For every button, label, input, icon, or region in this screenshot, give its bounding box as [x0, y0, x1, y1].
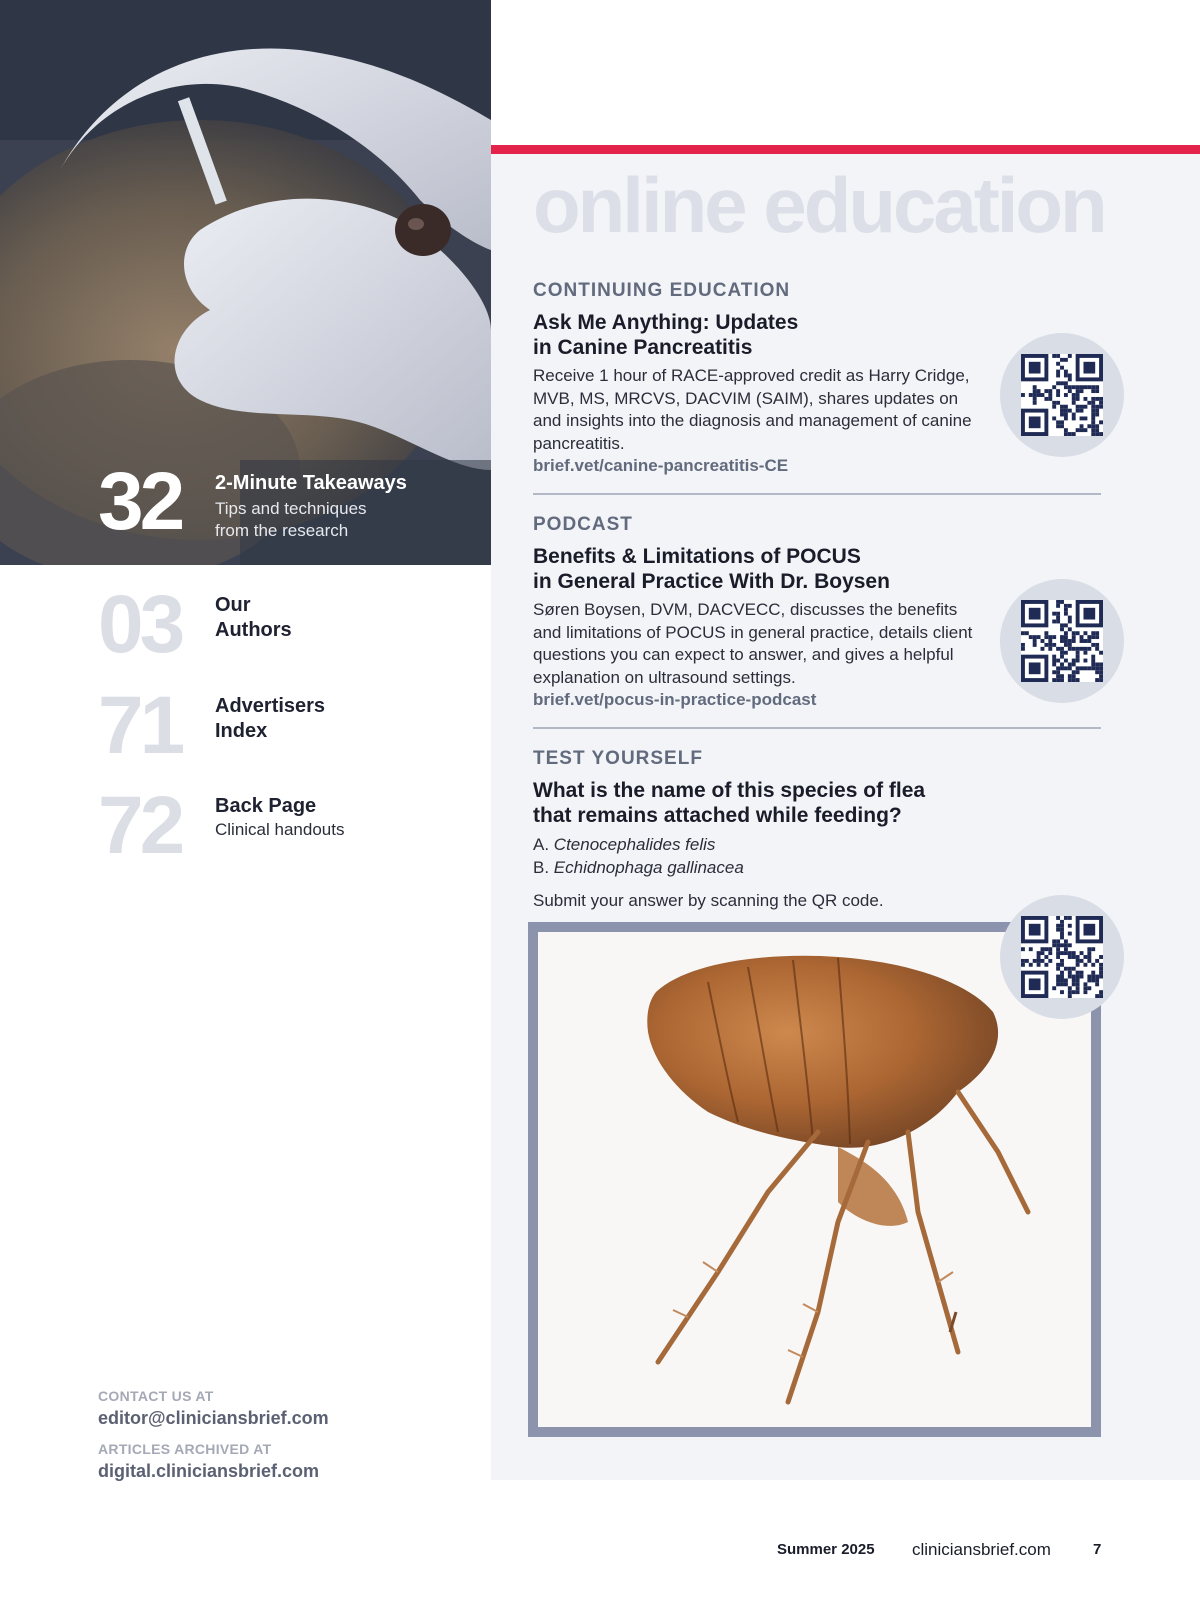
- answer-options: [533, 834, 1103, 879]
- contact-label: CONTACT US AT: [98, 1388, 214, 1404]
- answer-option-b[interactable]: B. Echidnophaga gallinacea: [533, 857, 744, 877]
- toc-page-number: 72: [98, 780, 182, 871]
- toc-item-back-page[interactable]: [98, 780, 458, 876]
- toc-item-advertisers-index[interactable]: [98, 680, 458, 776]
- section-title: [533, 544, 993, 594]
- toc-subtitle: Clinical handouts: [215, 820, 345, 839]
- footer-site-link[interactable]: cliniciansbrief.com: [912, 1540, 1051, 1559]
- toc-page-number: 71: [98, 680, 182, 771]
- accent-bar: [491, 145, 1200, 154]
- toc-title-line2: Index: [215, 720, 268, 742]
- contact-email-link[interactable]: editor@cliniciansbrief.com: [98, 1408, 329, 1428]
- hero-title: 2-Minute Takeaways: [215, 472, 407, 494]
- flea-photo: [538, 932, 1091, 1427]
- toc-title-line1: Advertisers: [215, 695, 326, 717]
- qr-code-icon: [1021, 916, 1103, 998]
- toc-title: [215, 794, 435, 819]
- answer-option-b-text: Echidnophaga gallinacea: [553, 857, 744, 877]
- section-body: Søren Boysen, DVM, DACVECC, discusses the benefits and limitations of POCUS in general practice, details client questions you can expect to answer, and gives a helpful explanation on ultrasound settings.: [533, 600, 973, 687]
- section-title-line2: that remains attached while feeding?: [533, 804, 902, 827]
- toc-title-line1: Our: [215, 594, 251, 616]
- section-label: TEST YOURSELF: [533, 748, 703, 769]
- toc-title: [215, 593, 435, 643]
- hero-subtitle: [215, 498, 475, 542]
- hero-photo: [0, 0, 491, 565]
- section-title-line1: What is the name of this species of flea: [533, 779, 926, 802]
- hero-subtitle-line2: from the research: [215, 521, 349, 540]
- flea-illustration: [538, 932, 1091, 1427]
- submit-instruction: Submit your answer by scanning the QR code.: [533, 891, 884, 910]
- qr-code-test-yourself[interactable]: [1000, 895, 1124, 1019]
- qr-code-continuing-education[interactable]: [1000, 333, 1124, 457]
- qr-code-podcast[interactable]: [1000, 579, 1124, 703]
- toc-title: [215, 694, 435, 744]
- qr-code-icon: [1021, 354, 1103, 436]
- section-title-line1: Benefits & Limitations of POCUS: [533, 545, 861, 568]
- toc-title-line1: Back Page: [215, 795, 317, 817]
- contact-block: [98, 1388, 329, 1482]
- section-link[interactable]: brief.vet/pocus-in-practice-podcast: [533, 690, 817, 709]
- flea-photo-frame: [528, 922, 1101, 1437]
- section-title: [533, 778, 993, 828]
- qr-code-icon: [1021, 600, 1103, 682]
- archive-label: ARTICLES ARCHIVED AT: [98, 1441, 272, 1457]
- archive-url-link[interactable]: digital.cliniciansbrief.com: [98, 1461, 320, 1481]
- section-title-line2: in General Practice With Dr. Boysen: [533, 570, 890, 593]
- toc-title-line2: Authors: [215, 619, 292, 641]
- answer-option-a-text: Ctenocephalides felis: [553, 835, 716, 854]
- section-divider: [533, 493, 1101, 495]
- hero-subtitle-line1: Tips and techniques: [215, 499, 367, 518]
- section-test-yourself: [533, 747, 1103, 911]
- panel-heading: online education: [533, 161, 1105, 249]
- hero-page-number: 32: [98, 456, 182, 547]
- section-link[interactable]: brief.vet/canine-pancreatitis-CE: [533, 456, 789, 475]
- footer-page-number: 7: [1093, 1541, 1102, 1558]
- section-title-line1: Ask Me Anything: Updates: [533, 311, 799, 334]
- section-title-line2: in Canine Pancreatitis: [533, 336, 753, 359]
- footer-issue: Summer 2025: [777, 1541, 875, 1558]
- section-body: Receive 1 hour of RACE-approved credit as Harry Cridge, MVB, MS, MRCVS, DACVIM (SAIM), shares updates on and insights into the diagnosis and management of canine pancreatitis.: [533, 366, 972, 453]
- answer-option-a[interactable]: A. Ctenocephalides felis: [533, 835, 716, 854]
- section-divider: [533, 727, 1101, 729]
- section-title: [533, 310, 993, 360]
- toc-page-number: 03: [98, 579, 182, 670]
- toc-item-our-authors[interactable]: [98, 579, 458, 675]
- section-label: CONTINUING EDUCATION: [533, 280, 791, 301]
- section-label: PODCAST: [533, 514, 633, 535]
